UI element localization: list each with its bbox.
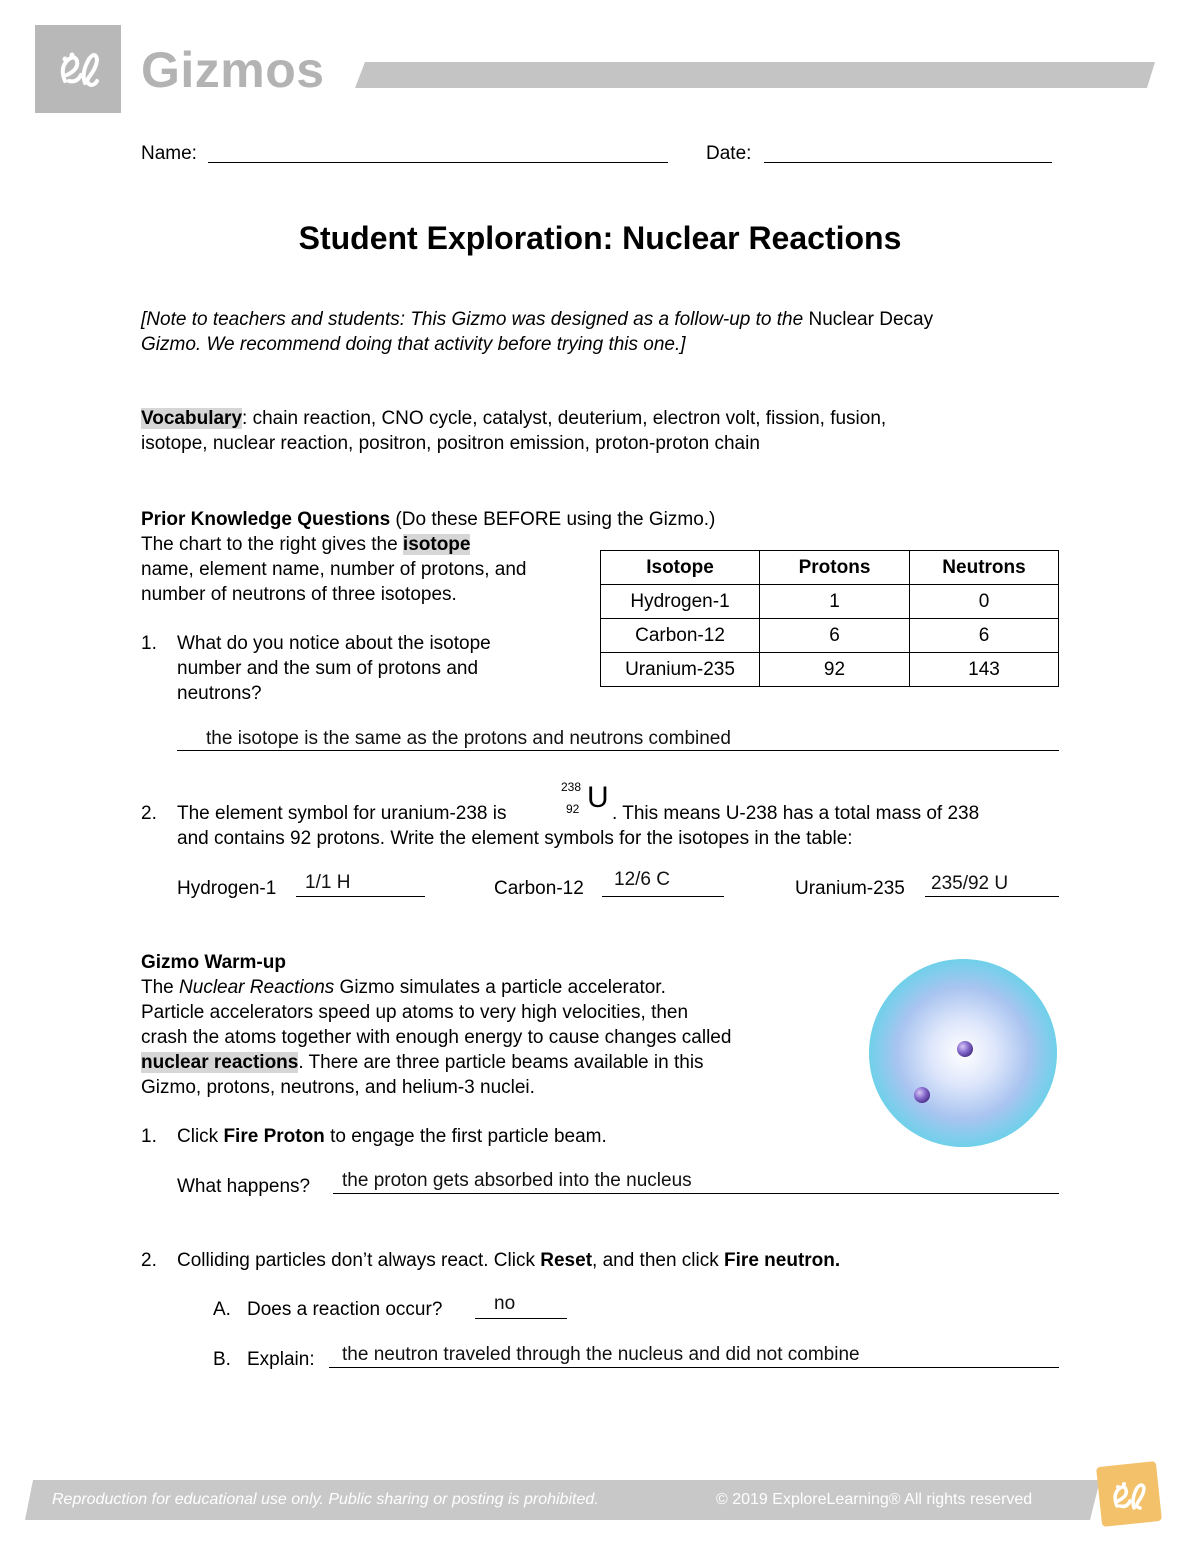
footer-disclaimer: Reproduction for educational use only. Public sharing or posting is prohibited.: [52, 1491, 599, 1508]
table-cell: Uranium-235: [601, 653, 760, 687]
table-row: [601, 619, 1059, 653]
explorelearning-logo-icon: [1093, 1458, 1165, 1530]
table-cell: Hydrogen-1: [601, 585, 760, 619]
isotope-table: [600, 550, 1059, 687]
wqa-answer: no: [494, 1293, 516, 1314]
vocabulary-label: Vocabulary: [141, 408, 243, 429]
prior-intro-2: name, element name, number of protons, and: [141, 559, 527, 580]
warmup-gizmo-name: Nuclear Reactions: [179, 977, 335, 998]
table-header: Isotope: [601, 551, 760, 585]
wq1-number: 1.: [141, 1126, 157, 1147]
date-label: Date:: [706, 143, 752, 164]
note-gizmo-name: Nuclear Decay: [808, 309, 934, 330]
wq1-text: to engage the first particle beam.: [324, 1126, 607, 1147]
prior-heading-note: (Do these BEFORE using the Gizmo.): [390, 509, 716, 530]
particle-icon: [914, 1087, 930, 1103]
q1-line-3: neutrons?: [177, 683, 262, 704]
u238-mass-number: 238: [561, 780, 582, 794]
wq2-text: Colliding particles don’t always react. Click: [177, 1250, 541, 1271]
warmup-line-5: Gizmo, protons, neutrons, and helium-3 nuclei.: [141, 1077, 535, 1098]
fire-neutron-term: Fire neutron.: [724, 1250, 841, 1271]
warmup-line-1: [141, 975, 666, 1000]
hydrogen-answer-field[interactable]: [296, 896, 425, 897]
footer-copyright: © 2019 ExploreLearning® All rights reserved: [716, 1491, 1033, 1508]
el-logo-icon: [35, 25, 121, 113]
table-cell: 6: [760, 619, 910, 653]
isotope-term: isotope: [402, 534, 471, 555]
warmup-line-3: crash the atoms together with enough energy to cause changes called: [141, 1027, 732, 1048]
table-row: [601, 585, 1059, 619]
wqb-text: Explain:: [247, 1349, 315, 1370]
wq2-line: [177, 1248, 840, 1273]
prior-heading-line: [141, 507, 715, 532]
q2-text-b: . This means U-238 has a total mass of 238: [612, 803, 980, 824]
table-cell: 1: [760, 585, 910, 619]
q2-text-c: and contains 92 protons. Write the element symbols for the isotopes in the table:: [177, 828, 853, 849]
particle-icon: [957, 1041, 973, 1057]
header-bar: [355, 62, 1155, 88]
wq1-answer: the proton gets absorbed into the nucleus: [342, 1170, 692, 1191]
warmup-line-4: [141, 1050, 704, 1075]
prior-intro-3: number of neutrons of three isotopes.: [141, 584, 457, 605]
hydrogen-label: Hydrogen-1: [177, 878, 277, 899]
wq1-prompt: What happens?: [177, 1176, 311, 1197]
carbon-answer: 12/6 C: [614, 869, 670, 890]
reset-term: Reset: [540, 1250, 593, 1271]
wqa-text: Does a reaction occur?: [247, 1299, 443, 1320]
table-cell: Carbon-12: [601, 619, 760, 653]
carbon-label: Carbon-12: [494, 878, 584, 899]
prior-intro-text: The chart to the right gives the: [141, 534, 403, 555]
table-header: Protons: [760, 551, 910, 585]
vocabulary-text-1: : chain reaction, CNO cycle, catalyst, deuterium, electron volt, fission, fusion,: [242, 408, 887, 429]
u238-atomic-number: 92: [566, 802, 580, 816]
wq1-line: [177, 1124, 607, 1149]
wq2-number: 2.: [141, 1250, 157, 1271]
nuclear-reactions-term: nuclear reactions: [141, 1052, 299, 1073]
q1-number: 1.: [141, 633, 157, 654]
hydrogen-answer: 1/1 H: [305, 872, 351, 893]
nucleus-illustration: [868, 958, 1058, 1148]
prior-intro-1: [141, 532, 470, 557]
warmup-text: . There are three particle beams available in this: [298, 1052, 704, 1073]
warmup-line-2: Particle accelerators speed up atoms to very high velocities, then: [141, 1002, 689, 1023]
wq2-text: , and then click: [592, 1250, 725, 1271]
wq1-answer-field[interactable]: [333, 1193, 1059, 1194]
wqa-label: A.: [213, 1299, 231, 1320]
u238-symbol: U: [587, 781, 609, 814]
table-cell: 92: [760, 653, 910, 687]
q2-text-a: The element symbol for uranium-238 is: [177, 803, 507, 824]
wq1-text: Click: [177, 1126, 224, 1147]
name-label: Name:: [141, 143, 197, 164]
uranium-answer-field[interactable]: [925, 896, 1059, 897]
note-part1: [Note to teachers and students: This Gizmo was designed as a follow-up to the: [141, 309, 809, 330]
q1-line-2: number and the sum of protons and: [177, 658, 479, 679]
fire-proton-term: Fire Proton: [223, 1126, 325, 1147]
note-part2: Gizmo. We recommend doing that activity before trying this one.]: [141, 334, 686, 355]
uranium-label: Uranium-235: [795, 878, 905, 899]
page-title: Student Exploration: Nuclear Reactions: [298, 220, 902, 256]
gizmos-logo: [35, 25, 121, 113]
table-row: [601, 653, 1059, 687]
q1-answer: the isotope is the same as the protons and neutrons combined: [206, 728, 731, 749]
wqb-answer-field[interactable]: [329, 1367, 1059, 1368]
wqb-answer: the neutron traveled through the nucleus and did not combine: [342, 1344, 860, 1365]
date-field[interactable]: [764, 162, 1052, 163]
q2-number: 2.: [141, 803, 157, 824]
prior-heading: Prior Knowledge Questions: [141, 509, 391, 530]
vocabulary-line-1: [141, 406, 1091, 431]
table-cell: 143: [910, 653, 1059, 687]
warmup-heading: Gizmo Warm-up: [141, 952, 286, 973]
warmup-text: The: [141, 977, 180, 998]
table-cell: 6: [910, 619, 1059, 653]
table-header: Neutrons: [910, 551, 1059, 585]
name-field[interactable]: [208, 162, 668, 163]
warmup-text: Gizmo simulates a particle accelerator.: [334, 977, 666, 998]
note-line-1: [141, 307, 1061, 332]
uranium-answer: 235/92 U: [931, 873, 1009, 894]
wqa-answer-field[interactable]: [475, 1318, 567, 1319]
carbon-answer-field[interactable]: [602, 896, 724, 897]
table-cell: 0: [910, 585, 1059, 619]
q1-line-1: What do you notice about the isotope: [177, 633, 491, 654]
q1-answer-field[interactable]: [177, 750, 1059, 751]
brand-name: Gizmos: [141, 42, 325, 98]
vocabulary-text-2: isotope, nuclear reaction, positron, positron emission, proton-proton chain: [141, 433, 760, 454]
wqb-label: B.: [213, 1349, 231, 1370]
